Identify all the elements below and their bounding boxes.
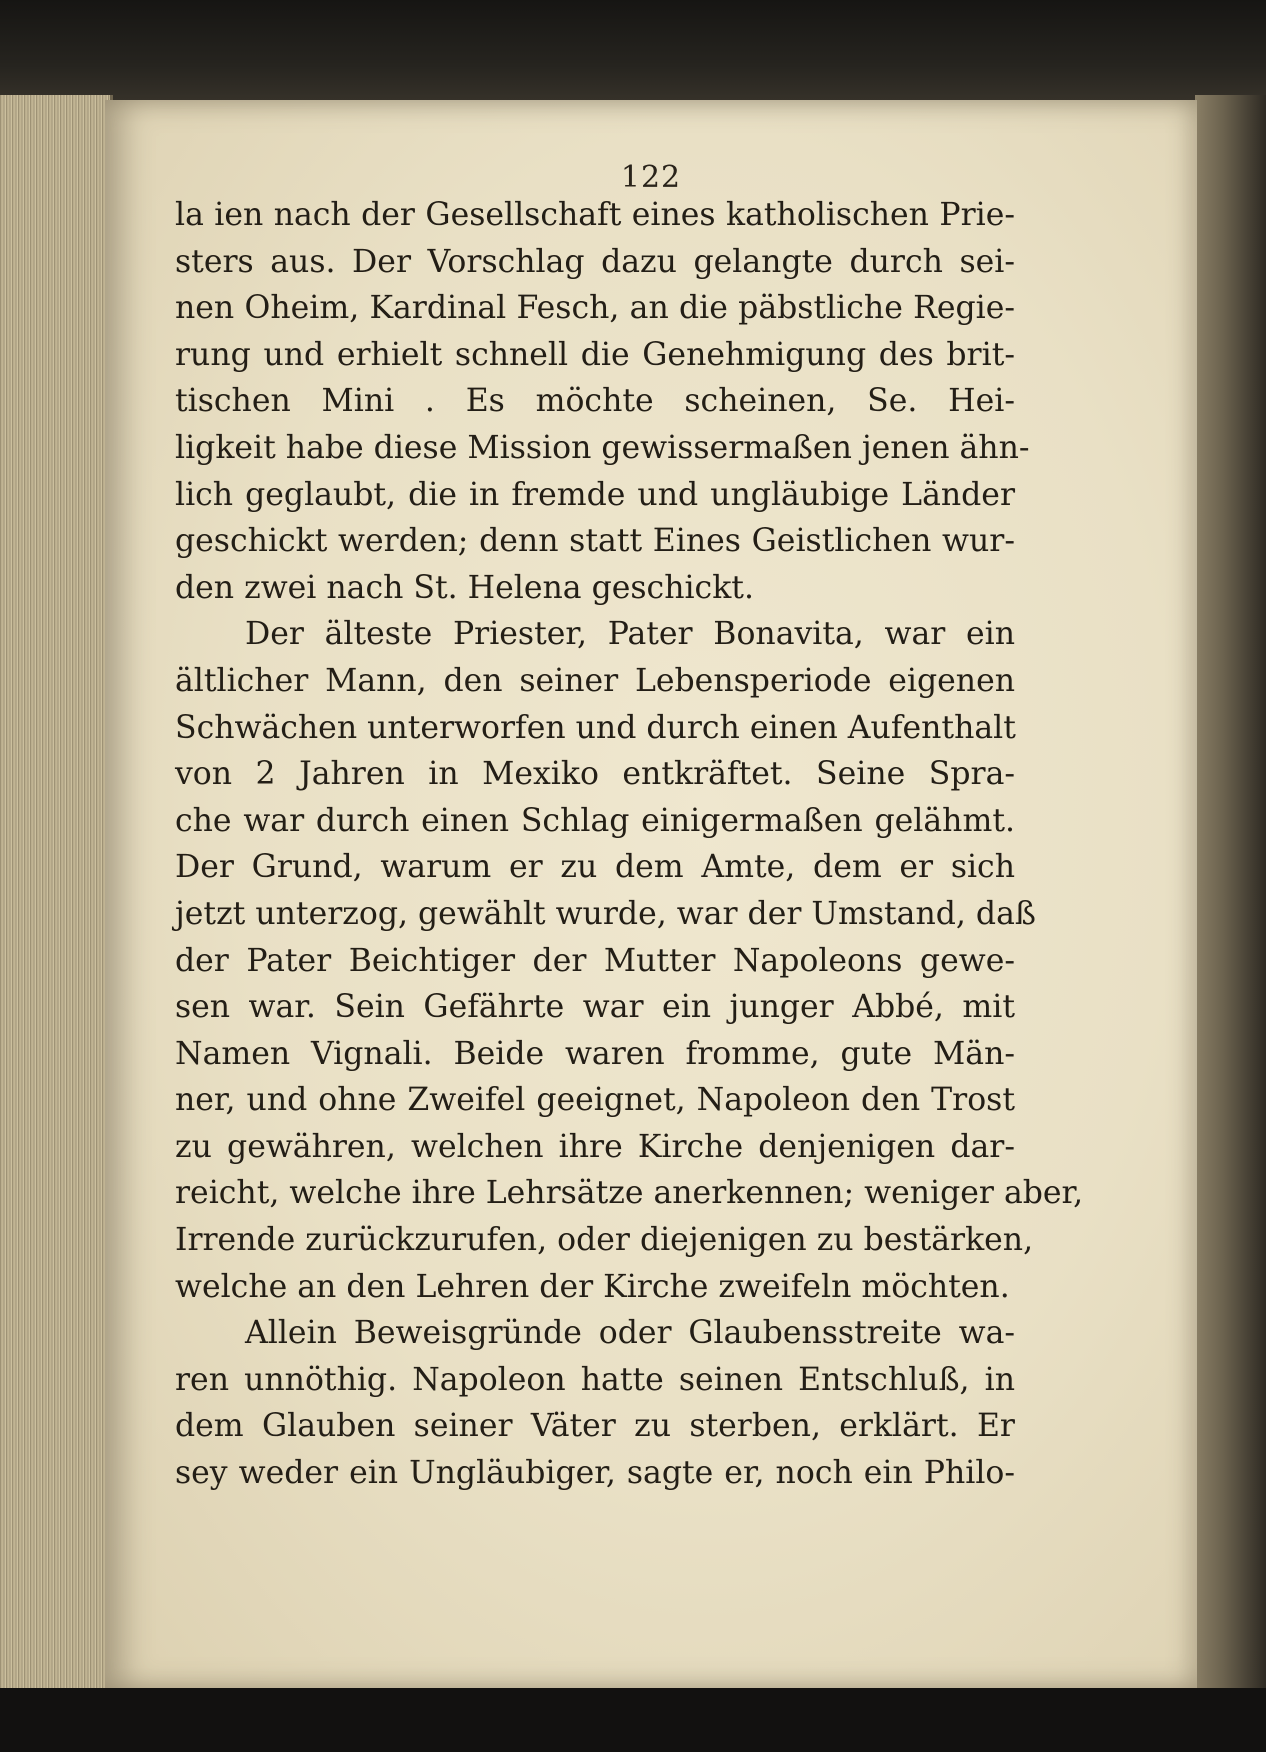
text-line: rung und erhielt schnell die Genehmigung des brit- [175,336,1015,373]
text-line: jetzt unterzog, gewählt wurde, war der Umstand, daß [175,895,1036,932]
text-line: tischen Mini . Es möchte scheinen, Se. Hei- [175,383,1015,420]
text-line: zu gewähren, welchen ihre Kirche denjenigen dar- [175,1128,1015,1165]
text-line: der Pater Beichtiger der Mutter Napoleons gewe- [175,942,1015,979]
text-line: Der Grund, warum er zu dem Amte, dem er sich [175,849,1015,886]
text-line: reicht, welche ihre Lehrsätze anerkennen; weniger aber, [175,1175,1084,1212]
background-bottom [0,1688,1266,1752]
text-line: la ien nach der Gesellschaft eines katholischen Prie- [175,197,1015,233]
background-top [0,0,1266,110]
page-number: 122 [620,160,682,195]
paragraph-1 [175,192,1030,611]
text-line: sen war. Sein Gefährte war ein junger Abbé, mit [175,989,1015,1026]
text-line: ligkeit habe diese Mission gewissermaßen jenen ähn- [175,429,1030,466]
text-line: ren unnöthig. Napoleon hatte seinen Entschluß, in [175,1361,1015,1398]
book-right-edge [1195,95,1266,1690]
paragraph-3 [175,1310,1015,1496]
text-line: welche an den Lehren der Kirche zweifeln möchten. [175,1268,1010,1305]
text-line: Schwächen unterworfen und durch einen Aufenthalt [175,709,1016,746]
text-line: von 2 Jahren in Mexiko entkräftet. Seine Spra- [175,756,1015,793]
text-line: Der älteste Priester, Pater Bonavita, war ein [245,616,1015,653]
text-line: den zwei nach St. Helena geschickt. [175,569,754,606]
text-line: sey weder ein Ungläubiger, sagte er, noch ein Philo- [175,1455,1015,1492]
text-line: nen Oheim, Kardinal Fesch, an die päbstliche Regie- [175,290,1015,327]
paragraph-2 [175,611,1084,1310]
text-line: Namen Vignali. Beide waren fromme, gute Män- [175,1035,1015,1072]
text-line: ner, und ohne Zweifel geeignet, Napoleon den Trost [175,1082,1015,1119]
page-text [175,192,1084,1497]
text-line: dem Glauben seiner Väter zu sterben, erklärt. Er [175,1408,1015,1445]
text-line: geschickt werden; denn statt Eines Geistlichen wur- [175,523,1015,560]
text-line: Allein Beweisgründe oder Glaubensstreite wa- [245,1315,1015,1352]
text-line: lich geglaubt, die in fremde und ungläubige Länder [175,476,1015,513]
text-line: che war durch einen Schlag einigermaßen gelähmt. [175,802,1015,839]
text-line: Irrende zurückzurufen, oder diejenigen zu bestärken, [175,1222,1034,1259]
text-line: ältlicher Mann, den seiner Lebensperiode eigenen [175,662,1015,699]
book-page-edges [0,95,113,1690]
text-line: sters aus. Der Vorschlag dazu gelangte durch sei- [175,243,1015,280]
